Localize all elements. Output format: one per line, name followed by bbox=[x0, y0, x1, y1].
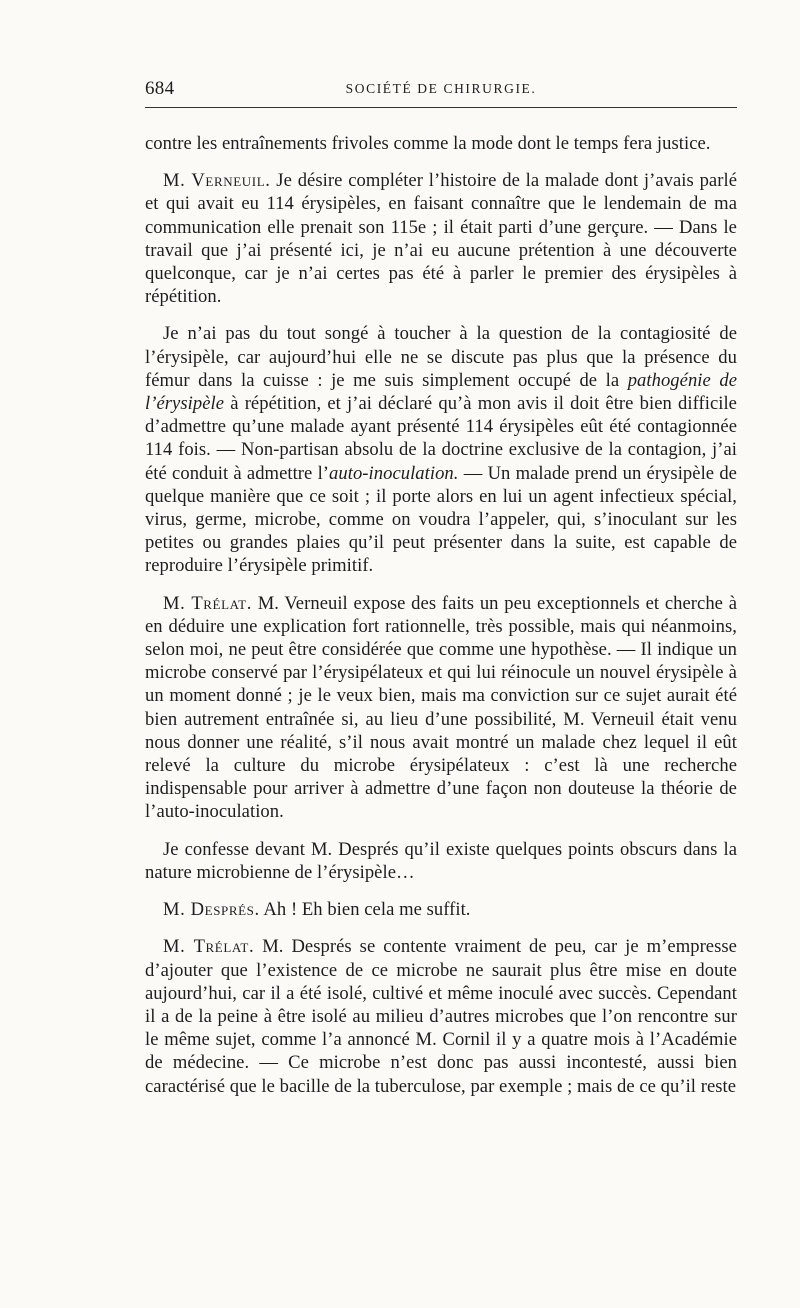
paragraph-text: contre les entraînements frivoles comme la mode dont le temps fera justice. bbox=[145, 133, 711, 154]
page-header bbox=[145, 78, 737, 104]
paragraph-continuation bbox=[145, 132, 737, 155]
speaker-name: M. Verneuil. bbox=[163, 170, 271, 192]
paragraph-text: Je confesse devant M. Després qu’il existe quelques points obscurs dans la nature microbienne de l’érysipèle… bbox=[145, 838, 737, 883]
paragraph-text: à répétition, et j’ai déclaré qu’à mon avis il doit être bien difficile d’admettre qu’une malade ayant présenté 114 érysipèles eût été contagionnée 114 fois. — Non-partisan absolu de la doctrine exclusive de la contagion, j’ai été conduit à admettre l’ bbox=[145, 393, 737, 484]
speaker-name: M. Després. bbox=[163, 899, 260, 921]
paragraph-verneuil bbox=[145, 169, 737, 308]
paragraph-trelat-cont bbox=[145, 838, 737, 884]
paragraph-text: M. Després se contente vraiment de peu, car je m’empresse d’ajouter que l’existence de ce microbe ne saurait plus être mise en doute aujourd’hui, car il a été isolé, cultivé et même inoculé avec succès. Cependant il a de la peine à être isolé au milieu d’autres microbes que l’on rencontre sur le même sujet, comme l’a annoncé M. Cornil il y a quatre mois à l’Académie de médecine. — Ce microbe n’est donc pas aussi incontesté, aussi bien caractérisé que le bacille de la tuberculose, par exemple ; mais de ce qu’il reste bbox=[145, 936, 737, 1097]
paragraph-despres bbox=[145, 898, 737, 921]
page-body bbox=[145, 132, 737, 1112]
italic-phrase: auto-inoculation. bbox=[329, 462, 459, 484]
paragraph-trelat-2 bbox=[145, 935, 737, 1097]
speaker-name: M. Trélat. bbox=[163, 592, 252, 614]
header-rule bbox=[145, 107, 737, 108]
paragraph-trelat bbox=[145, 592, 737, 824]
paragraph-text: Je désire compléter l’histoire de la malade dont j’avais parlé et qui avait eu 114 érysipèles, en faisant connaître que le lendemain de ma communication elle prenait son 115e ; il était parti d’une gerçure. — Dans le travail que j’ai présenté ici, je n’ai eu aucune prétention à une découverte quelconque, car je n’ai certes pas été à parler le premier des érysipèles à répétition. bbox=[145, 170, 737, 308]
paragraph-text: M. Verneuil expose des faits un peu exceptionnels et cherche à en déduire une explication fort rationnelle, très possible, mais qui néanmoins, selon moi, ne peut être considérée que comme une hypothèse. — Il indique un microbe conservé par l’érysipélateux et qui lui réinocule un nouvel érysipèle à un moment donné ; je le veux bien, mais ma conviction sur ce sujet aurait été bien autrement entraînée si, au lieu d’une possibilité, M. Verneuil était venu nous donner une réalité, s’il nous avait montré un malade chez lequel il eût relevé la culture du microbe érysipélateux : c’est là une recherche indispensable pour arriver à admettre d’une façon non douteuse la théorie de l’auto-inoculation. bbox=[145, 592, 737, 823]
speaker-name: M. Trélat. bbox=[163, 936, 255, 958]
paragraph-verneuil-cont bbox=[145, 322, 737, 577]
paragraph-text: Ah ! Eh bien cela me suffit. bbox=[259, 899, 471, 921]
italic-phrase: pathogénie de l’érysipèle bbox=[145, 369, 737, 415]
running-title: SOCIÉTÉ DE CHIRURGIE. bbox=[345, 81, 537, 96]
page-number: 684 bbox=[145, 78, 175, 99]
paragraph-text: — Un malade prend un érysipèle de quelque manière que ce soit ; il porte alors en lui un agent infectieux spécial, virus, germe, microbe, comme on voudra l’appeler, qui, s’inoculant sur les petites ou grandes plaies qu’il peut présenter dans la suite, est capable de reproduire l’érysipèle primitif. bbox=[145, 462, 737, 577]
paragraph-text: Je n’ai pas du tout songé à toucher à la question de la contagiosité de l’érysipèle, car aujourd’hui elle ne se discute pas plus que la présence du fémur dans la cuisse : je me suis simplement occupé de la bbox=[145, 323, 737, 391]
